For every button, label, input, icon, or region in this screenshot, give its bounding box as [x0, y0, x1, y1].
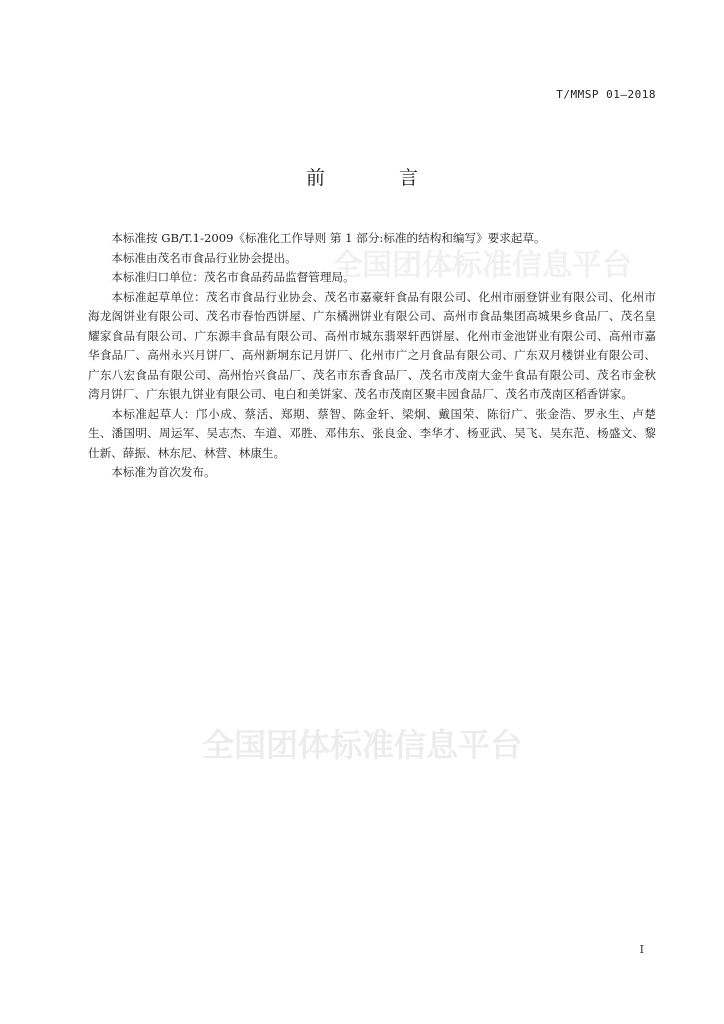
- document-code: T/MMSP 01—2018: [556, 88, 656, 101]
- paragraph-responsible-unit: 本标准归口单位：茂名市食品药品监督管理局。: [111, 270, 355, 284]
- watermark-upper: 全国团体标准信息平台: [332, 248, 632, 283]
- paragraph-drafters: 本标准起草人：邝小成、蔡活、郑期、蔡智、陈金轩、梁炯、戴国荣、陈衍广、张金浩、罗永生、卢楚生、潘国明、周运军、吴志杰、车道、邓胜、邓伟东、张良金、李华才、杨亚武、吴飞、吴东范、杨盛文、黎仕新、薛振、林东尼、林营、林康生。: [88, 406, 656, 460]
- paragraph-first-release: 本标准为首次发布。: [111, 465, 216, 479]
- paragraph-drafting-rules: 本标准按 GB/T.1-2009《标准化工作导则 第 1 部分:标准的结构和编写》要求起草。: [111, 231, 546, 245]
- page-title: 前 言: [305, 167, 453, 189]
- paragraph-proposer: 本标准由茂名市食品行业协会提出。: [111, 250, 297, 265]
- page-number: I: [639, 943, 644, 956]
- foreword-content: [88, 229, 656, 483]
- paragraph-drafting-units: 本标准起草单位：茂名市食品行业协会、茂名市嘉豪轩食品有限公司、化州市丽登饼业有限公司、化州市海龙阁饼业有限公司、茂名市春怡西饼屋、广东橘洲饼业有限公司、高州市食品集团高城果乡食品厂、茂名皇耀家食品有限公司、广东源丰食品有限公司、高州市城东翡翠轩西饼屋、化州市金池饼业有限公司、高州市嘉华食品厂、高州永兴月饼厂、高州新垌东记月饼厂、化州市广之月食品有限公司、广东双月楼饼业有限公司、广东八宏食品有限公司、高州怡兴食品厂、茂名市东香食品厂、茂名市茂南大金牛食品有限公司、茂名市金秋湾月饼厂、广东银九饼业有限公司、电白和美饼家、茂名市茂南区聚丰园食品厂、茂名市茂南区稻香饼家。: [88, 289, 656, 401]
- watermark-lower: 全国团体标准信息平台: [201, 726, 522, 764]
